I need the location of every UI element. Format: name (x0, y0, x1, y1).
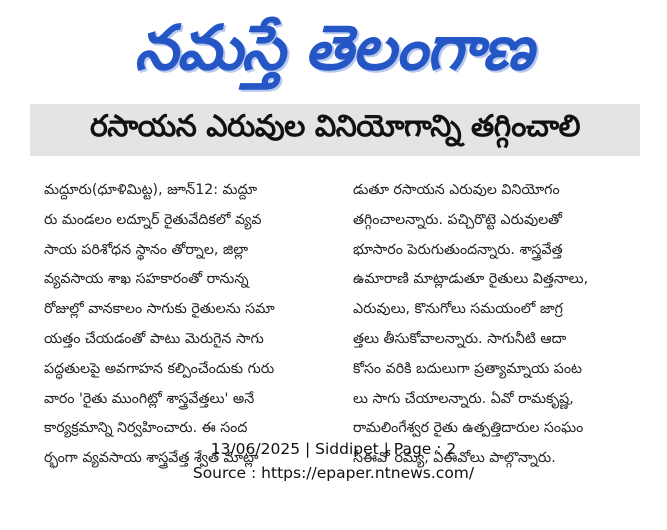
body-line: కార్యక్రమాన్ని నిర్వహించారు. ఈ సంద (44, 420, 248, 437)
body-line: రోజుల్లో వానకాలం సాగుకు రైతులను సమా (44, 301, 275, 318)
body-line: డుతూ రసాయన ఎరువుల వినియోగం (353, 182, 560, 198)
edition-info: 13/06/2025 | Siddipet | Page : 2 (210, 440, 457, 458)
body-line: ఎరువులు, కొనుగోలు సమయంలో జాగ్ర (353, 301, 563, 318)
body-line: సాయ పరిశోధన స్థానం తోర్నాల, జిల్లా (44, 241, 249, 258)
headline-band (30, 104, 640, 156)
body-line: భూసారం పెరుగుతుందన్నారు. శాస్త్రవేత్త (353, 241, 563, 258)
body-line: కోసం వరికి బదులుగా ప్రత్యామ్నాయ పంట (353, 360, 582, 377)
body-line: యత్తం చేయడంతో పాటు మెరుగైన సాగు (44, 330, 264, 347)
body-line: పద్ధతులపై అవగాహన కల్పించేందుకు గురు (44, 360, 275, 377)
body-line: వ్యవసాయ శాఖ సహకారంతో రానున్న (44, 271, 249, 288)
body-line: రామలింగేశ్వర రైతు ఉత్పత్తిదారుల సంఘం (353, 420, 584, 437)
source-link[interactable]: Source : https://epaper.ntnews.com/ (192, 464, 475, 482)
body-line: సీఈవో రమ్య, ఏఈవోలు పాల్గొన్నారు. (353, 450, 556, 467)
masthead-logo: నమస్తే తెలంగాణ (134, 11, 533, 84)
masthead (0, 6, 667, 90)
body-line: తగ్గించాలన్నారు. పచ్చిరొట్టె ఎరువులతో (353, 211, 563, 228)
body-line: త్తలు తీసుకోవాలన్నారు. సాగునీటి ఆదా (353, 330, 567, 347)
body-line: ఉమారాణి మాట్లాడుతూ రైతులు విత్తనాలు, (353, 271, 589, 288)
article-headline: రసాయన ఎరువుల వినియోగాన్ని తగ్గించాలి (89, 109, 581, 144)
body-line: లు సాగు చేయాలన్నారు. ఏవో రామకృష్ణ, (353, 390, 574, 407)
body-line: ర్భంగా వ్యవసాయ శాస్త్రవేత్త శ్వేత మాట్లా (44, 450, 259, 467)
body-line: వారం 'రైతు ముంగిట్లో శాస్త్రవేత్తలు' అనే (44, 390, 255, 407)
body-line: మద్దూరు(ధూళిమిట్ట), జూన్12: మద్దూ (44, 182, 258, 198)
article-column-left (44, 176, 334, 474)
article-column-right (353, 176, 639, 474)
body-line: రు మండలం లద్నూర్ రైతువేదికలో వ్యవ (44, 211, 262, 228)
